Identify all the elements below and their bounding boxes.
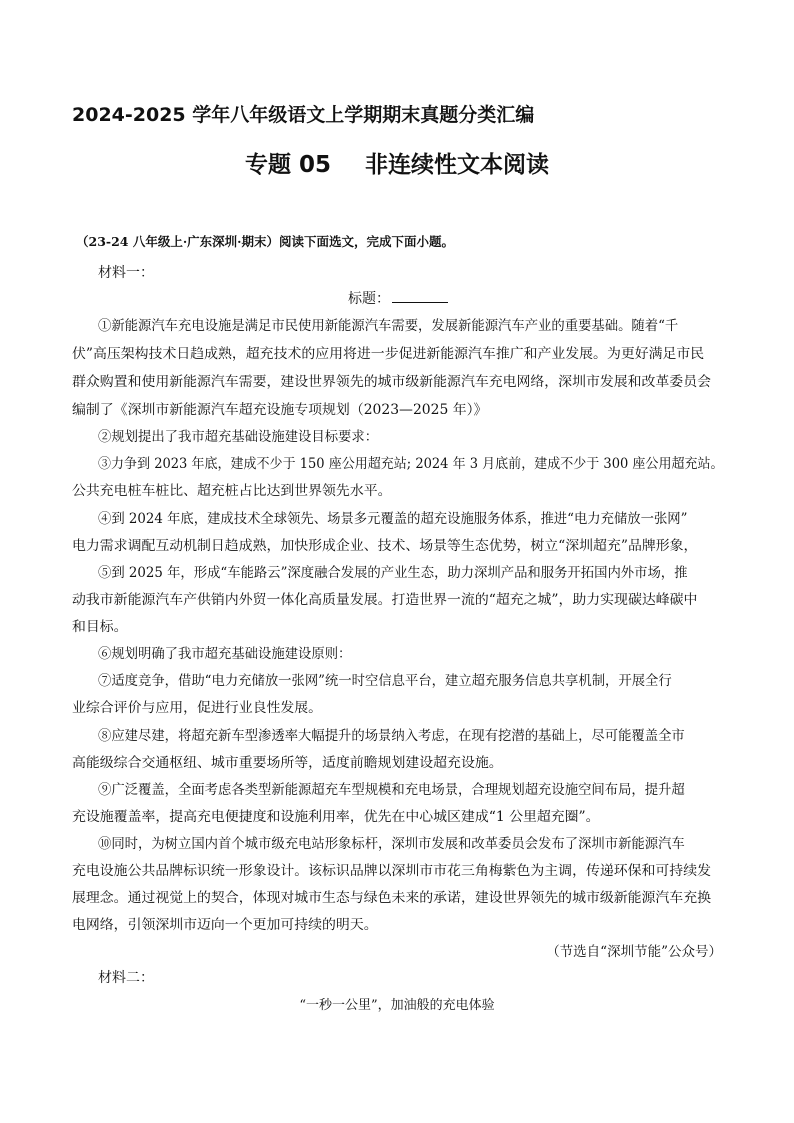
paragraph-line: ⑤到 2025 年，形成“车能路云”深度融合发展的产业生态，助力深圳产品和服务开拓国内外市场，推 [98, 565, 688, 581]
paragraph-line: 电网络，引领深圳市迈向一个更加可持续的明天。 [72, 917, 378, 933]
paragraph-line: 展理念。通过视觉上的契合，体现对城市生态与绿色未来的承诺，建设世界领先的城市级新能源汽车充换 [72, 890, 711, 906]
paragraph-line: 和目标。 [72, 619, 128, 635]
source-citation: （节选自“深圳节能”公众号） [546, 944, 722, 960]
document-header-title: 2024-2025 学年八年级语文上学期期末真题分类汇编 [72, 104, 535, 126]
paragraph-line: 群众购置和使用新能源汽车需要，建设世界领先的城市级新能源汽车充电网络，深圳市发展和改革委员会 [72, 374, 711, 390]
paragraph-line: 充电设施公共品牌标识统一形象设计。该标识品牌以深圳市市花三角梅紫色为主调，传递环保和可持续发 [72, 863, 711, 879]
paragraph-line: ⑥规划明确了我市超充基础设施建设原则： [98, 646, 352, 662]
paragraph-line: ⑩同时，为树立国内首个城市级充电站形象标杆，深圳市发展和改革委员会发布了深圳市新能源汽车 [98, 836, 685, 852]
title-label: 标题： [348, 291, 390, 307]
paragraph-line: ⑧应建尽建，将超充新车型渗透率大幅提升的场景纳入考虑，在现有挖潜的基础上，尽可能覆盖全市 [98, 728, 685, 744]
paragraph-line: 伏”高压架构技术日趋成熟，超充技术的应用将进一步促进新能源汽车推广和产业发展。为更好满足市民 [72, 346, 705, 362]
paragraph-line: ④到 2024 年底，建成技术全球领先、场景多元覆盖的超充设施服务体系，推进“电力充储放一张网” [98, 511, 688, 527]
paragraph-line: 高能级综合交通枢纽、城市重要场所等，适度前瞻规划建设超充设施。 [72, 755, 503, 771]
material-1-label: 材料一： [98, 265, 154, 281]
paragraph-line: 编制了《深圳市新能源汽车超充设施专项规划（2023—2025 年）》 [72, 402, 488, 418]
paragraph-line: 动我市新能源汽车产供销内外贸一体化高质量发展。打造世界一流的“超充之城”，助力实现碳达峰碳中 [72, 592, 698, 608]
paragraph-line: 公共充电桩车桩比、超充桩占比达到世界领先水平。 [72, 483, 392, 499]
paragraph-line: ⑨广泛覆盖，全面考虑各类型新能源超充车型规模和充电场景，合理规划超充设施空间布局，提升超 [98, 782, 685, 798]
paragraph-line: 业综合评价与应用，促进行业良性发展。 [72, 700, 323, 716]
material-2-label: 材料二： [98, 970, 154, 986]
paragraph-line: ⑦适度竞争，借助“电力充储放一张网”统一时空信息平台，建立超充服务信息共享机制，开展全行 [98, 673, 672, 689]
material-2-subtitle: “一秒一公里”，加油般的充电体验 [299, 998, 495, 1013]
paragraph-line: ①新能源汽车充电设施是满足市民使用新能源汽车需要，发展新能源汽车产业的重要基础。随着“千 [98, 318, 679, 334]
topic-heading [0, 146, 794, 179]
topic-name: 非连续性文本阅读 [365, 152, 549, 178]
topic-number: 专题 05 [244, 152, 331, 178]
title-blank-line [392, 290, 448, 303]
paragraph-line: ②规划提出了我市超充基础设施建设目标要求： [98, 429, 379, 445]
title-blank-row [348, 288, 448, 308]
question-intro: （23-24 八年级上·广东深圳·期末）阅读下面选文，完成下面小题。 [76, 234, 455, 249]
paragraph-line: ③力争到 2023 年底，建成不少于 150 座公用超充站; 2024 年 3 月底前，建成不少于 300 座公用超充站。 [98, 456, 724, 472]
paragraph-line: 电力需求调配互动机制日趋成熟，加快形成企业、技术、场景等生态优势，树立“深圳超充”品牌形象， [72, 538, 698, 554]
paragraph-line: 充设施覆盖率，提高充电便捷度和设施利用率，优先在中心城区建成“1 公里超充圈”。 [72, 809, 600, 825]
